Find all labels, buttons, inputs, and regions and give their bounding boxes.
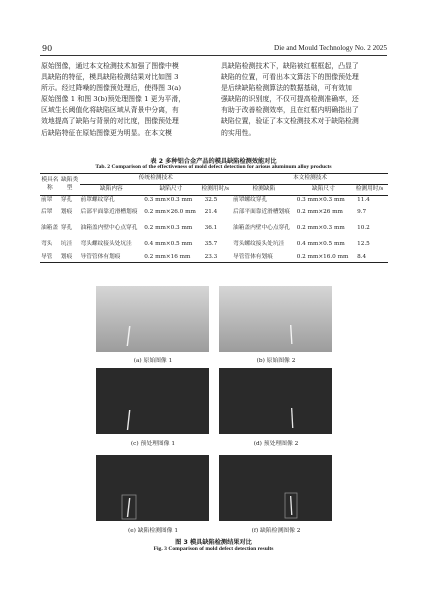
header-ours-group: 本文检测技术 <box>232 174 388 185</box>
cell-type: 划痕 <box>60 253 80 263</box>
cell-type: 坑洼 <box>60 241 73 248</box>
header-mold-name: 模具名称 <box>40 174 60 196</box>
cell-ours-defect: 弯头螺纹接头处坑洼 <box>233 241 285 248</box>
cell-trad-size: 0.4 mm×0.5 mm <box>144 241 193 248</box>
body-line: 有助于改善检测效率，且在红框内明确指出了 <box>221 106 359 115</box>
cell-trad-content: 后部平面靠近滑槽划痕 <box>80 209 138 216</box>
header-detect-time: 检测用时/s <box>351 185 388 196</box>
cell-ours-time: 8.4 <box>351 253 388 263</box>
cell-ours-time: 10.2 <box>357 225 370 232</box>
cell-mold: 后罩 <box>41 209 53 216</box>
cell-type: 穿孔 <box>60 225 73 232</box>
panel-original-image-2 <box>219 286 332 352</box>
cell-ours-time: 12.5 <box>357 241 370 248</box>
header-detect-time: 检测用时/s <box>199 185 232 196</box>
body-text-left-column <box>41 61 204 139</box>
subcaption-d: (d) 预处理图像 2 <box>253 441 299 447</box>
body-line: 效地提高了缺陷与背景的对比度，图像预处理 <box>41 117 179 126</box>
panel-defect-detection-image-1 <box>96 455 209 521</box>
cell-ours-defect: 后部平面靠近滑槽划痕 <box>233 209 290 216</box>
body-line: 强缺陷的识别度，不仅可提高检测准确率，还 <box>221 95 359 104</box>
cell-trad-content: 导管管体有划痕 <box>80 253 144 263</box>
body-line: 是后续缺陷检测算法的数据基础，可有效加 <box>221 84 352 93</box>
panel-original-image-1 <box>96 286 209 352</box>
cell-trad-time: 36.1 <box>204 225 218 232</box>
cell-ours-size: 0.3 mm×0.3 mm <box>296 196 345 203</box>
table-row <box>40 205 388 221</box>
subcaption-e: (e) 缺陷检测图像 1 <box>127 528 179 534</box>
cell-ours-time: 11.4 <box>357 196 370 203</box>
table-row <box>40 196 388 206</box>
cell-type: 划痕 <box>60 209 73 216</box>
page-number: 90 <box>42 44 53 53</box>
body-line: 原始图像，通过本文检测技术加强了图像中模 <box>41 62 179 70</box>
panel-defect-detection-image-2 <box>219 455 332 521</box>
cell-trad-time: 21.4 <box>204 209 218 216</box>
body-line: 的实用性。 <box>221 128 256 137</box>
cell-trad-time: 32.5 <box>204 196 218 203</box>
subcaption-c: (c) 预处理图像 1 <box>130 441 176 447</box>
cell-trad-size: 0.2 mm×0.3 mm <box>144 225 193 232</box>
body-line: 具缺陷检测技术下，缺陷被红框框起，凸显了 <box>221 62 359 70</box>
header-defect-content: 缺陷内容 <box>80 185 144 196</box>
comparison-table <box>40 173 388 263</box>
cell-trad-content: 油箱盖内壁中心点穿孔 <box>80 225 138 232</box>
subcaption-b: (b) 原始图像 2 <box>256 358 296 364</box>
cell-ours-size: 0.2 mm×26 mm <box>296 209 343 216</box>
cell-ours-size: 0.2 mm×0.3 mm <box>296 225 345 232</box>
journal-header: Die and Mould Technology No. 2 2025 <box>274 44 387 52</box>
cell-ours-defect: 导管管体有划痕 <box>232 253 296 263</box>
cell-trad-size: 0.2 mm×26.0 mm <box>144 209 196 216</box>
table-row <box>40 237 388 253</box>
cell-ours-size: 0.2 mm×16.0 mm <box>296 253 351 263</box>
header-defect-size: 缺陷尺寸 <box>143 185 198 196</box>
figure-caption-en: Fig. 3 Comparison of mold defect detection results <box>153 546 274 552</box>
header-defect-type: 缺陷类型 <box>60 174 80 196</box>
cell-ours-defect: 油箱盖内壁中心点穿孔 <box>233 225 290 232</box>
cell-mold: 导管 <box>40 253 60 263</box>
subcaption-f: (f) 缺陷检测图像 2 <box>251 528 301 534</box>
cell-type: 穿孔 <box>60 196 73 203</box>
body-line: 区域生长阈值化将缺陷区域从背景中分离，有 <box>41 106 179 115</box>
table-caption-cn: 表 2 多种铝合金产品的模具缺陷检测效能对比 <box>150 158 277 165</box>
header-detected-defect: 检测缺陷 <box>232 185 296 196</box>
body-line: 具缺陷的特征，模具缺陷检测结果对比如图 3 <box>41 73 179 82</box>
panel-preprocessed-image-1 <box>96 368 209 434</box>
body-line: 缺陷的位置，可看出本文算法下的图像预处理 <box>221 73 359 82</box>
body-line: 所示。经过降噪的图像预处理后，使得图 3(a) <box>41 84 182 93</box>
cell-trad-content: 弯头螺纹接头处坑洼 <box>80 241 132 248</box>
cell-trad-size: 0.3 mm×0.3 mm <box>144 196 193 203</box>
cell-ours-time: 9.7 <box>357 209 367 216</box>
panel-preprocessed-image-2 <box>219 368 332 434</box>
table-row <box>40 221 388 237</box>
table-caption-en: Tab. 2 Comparison of the effectiveness of mold defect detection for arious aluminum alloy products <box>95 164 332 170</box>
cell-ours-size: 0.4 mm×0.5 mm <box>296 241 345 248</box>
header-rule <box>40 55 387 56</box>
cell-trad-size: 0.2 mm×16 mm <box>143 253 198 263</box>
cell-trad-content: 前罩螺纹穿孔 <box>80 196 115 203</box>
body-line: 后缺陷特征在原始图像更为明显。在本文模 <box>41 128 172 137</box>
subcaption-a: (a) 原始图像 1 <box>133 358 173 364</box>
body-line: 原始图像 1 和图 3(b)预处理图像 1 更为平滑， <box>41 95 186 104</box>
cell-trad-time: 35.7 <box>204 241 218 248</box>
cell-ours-defect: 前罩螺纹穿孔 <box>233 196 268 203</box>
cell-mold: 弯头 <box>41 241 53 248</box>
cell-trad-time: 23.3 <box>199 253 232 263</box>
body-line: 缺陷位置，验证了本文检测技术对于缺陷检测 <box>221 117 359 126</box>
figure-caption-cn: 图 3 模具缺陷检测结果对比 <box>175 539 252 546</box>
cell-mold: 前罩 <box>41 196 53 203</box>
cell-mold: 油箱盖 <box>41 225 59 232</box>
body-text-right-column <box>221 61 384 139</box>
header-traditional-group: 传统检测技术 <box>80 174 233 185</box>
table-row <box>40 253 388 263</box>
header-defect-size: 缺陷尺寸 <box>296 185 351 196</box>
